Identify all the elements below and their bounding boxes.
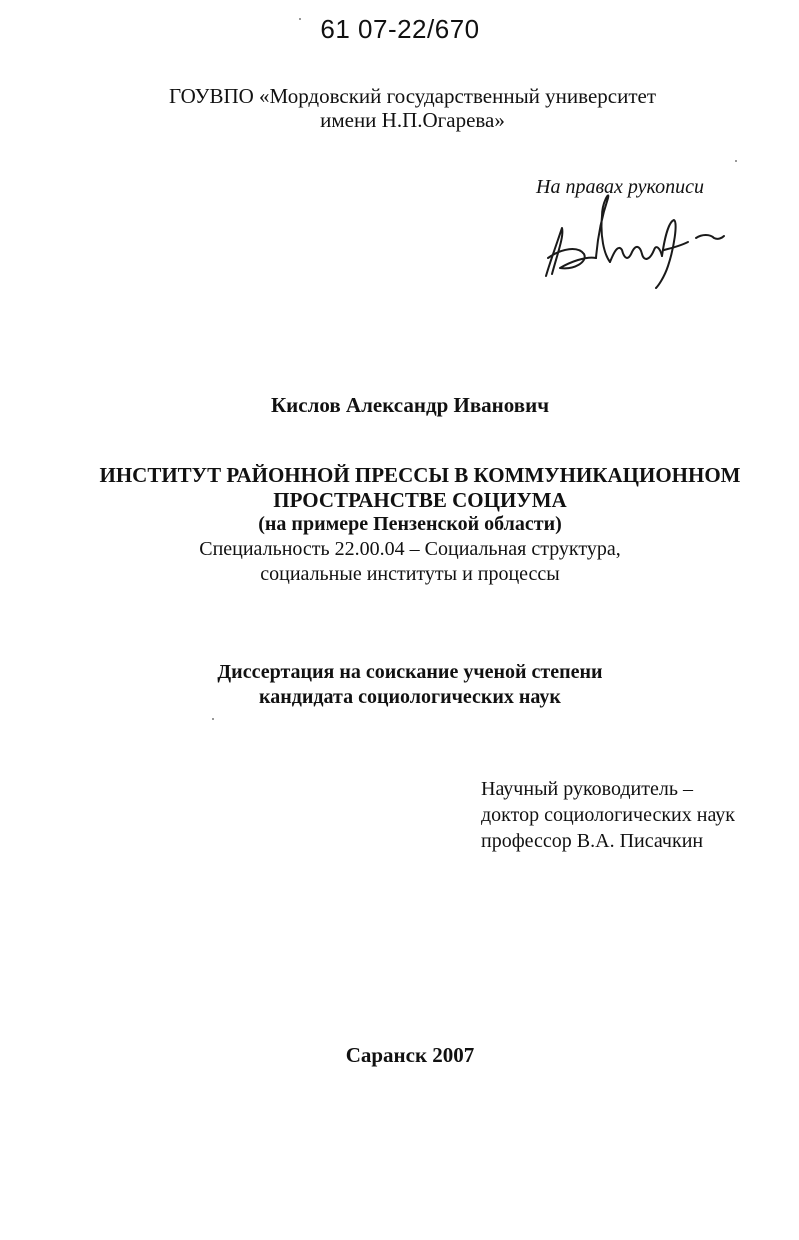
supervisor-block: [481, 776, 781, 854]
title-line-2: ПРОСТРАНСТВЕ СОЦИУМА: [273, 488, 567, 512]
institution-line-2: имени Н.П.Огарева»: [320, 108, 505, 132]
supervisor-line-3: профессор В.А. Писачкин: [481, 830, 704, 852]
signature-icon: [538, 192, 728, 292]
author-name: Кислов Александр Иванович: [270, 393, 550, 417]
city-year: Саранск 2007: [345, 1043, 475, 1067]
institution-name: [120, 84, 705, 132]
institution-line-1: ГОУВПО «Мордовский государственный университет: [168, 84, 656, 108]
degree-statement: [150, 660, 670, 710]
specialty: [100, 537, 720, 587]
degree-line-2: кандидата социологических наук: [259, 686, 561, 708]
catalog-number: 61 07-22/670: [320, 14, 480, 44]
scan-speck: [299, 18, 301, 20]
title-subtitle: (на примере Пензенской области): [258, 513, 562, 535]
degree-line-1: Диссертация на соискание ученой степени: [217, 661, 603, 683]
supervisor-line-1: Научный руководитель –: [481, 778, 693, 800]
specialty-line-1: Специальность 22.00.04 – Социальная структура,: [199, 538, 621, 560]
manuscript-note: На правах рукописи: [536, 176, 704, 198]
specialty-line-2: социальные институты и процессы: [260, 563, 560, 585]
title-line-1: ИНСТИТУТ РАЙОННОЙ ПРЕССЫ В КОММУНИКАЦИОННОМ: [99, 463, 741, 487]
dissertation-title: [60, 463, 780, 513]
scan-speck: [735, 160, 737, 162]
scan-speck: [212, 718, 214, 720]
supervisor-line-2: доктор социологических наук: [481, 804, 736, 826]
